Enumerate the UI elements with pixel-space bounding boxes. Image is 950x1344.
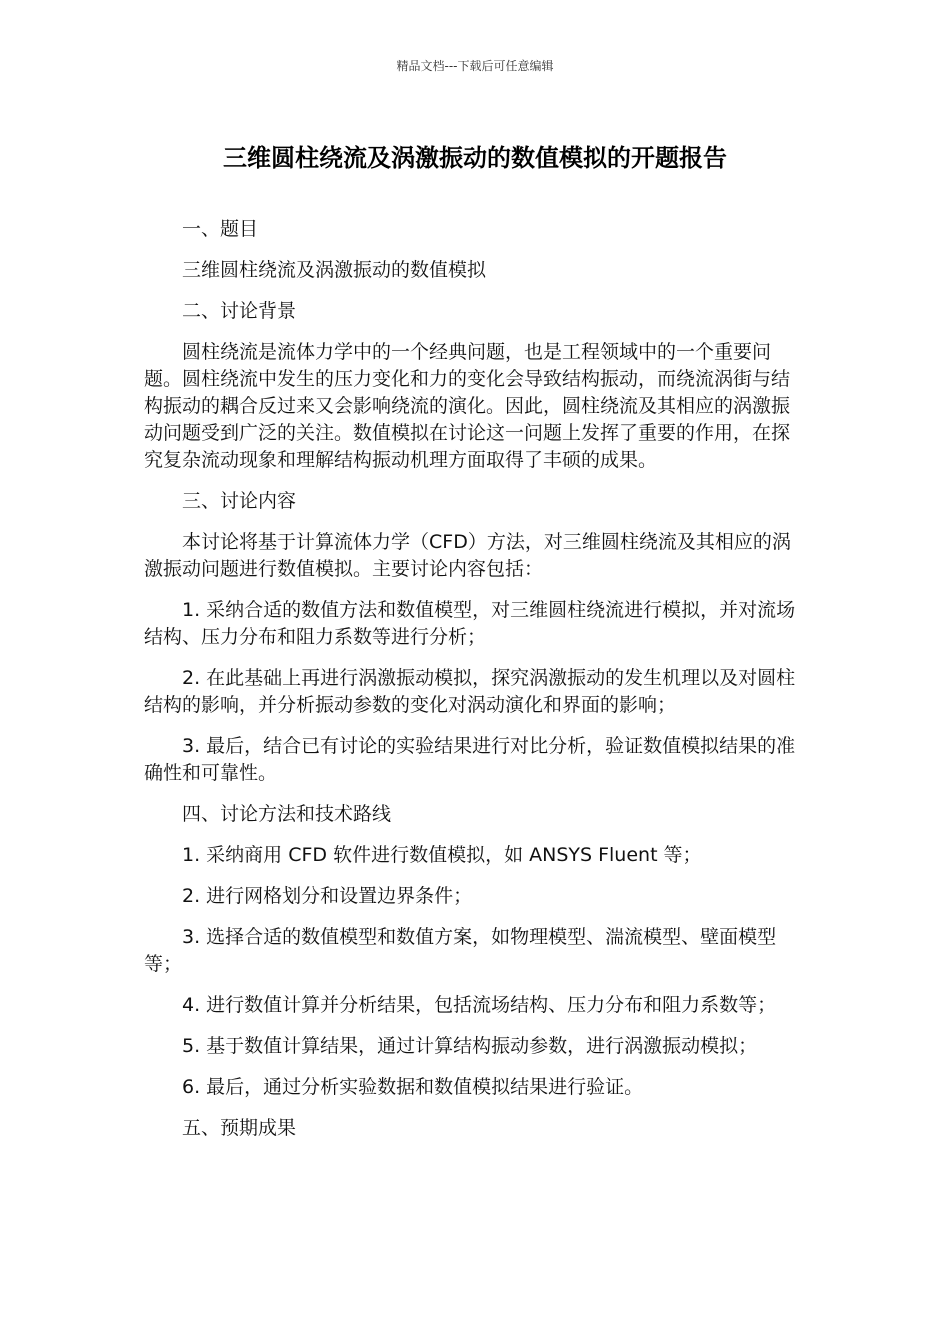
- method-item-5: 5. 基于数值计算结果，通过计算结构振动参数，进行涡激振动模拟；: [182, 1035, 758, 1057]
- section-heading-expected-results: 五、预期成果: [182, 1117, 297, 1139]
- topic-text: 三维圆柱绕流及涡激振动的数值模拟: [182, 259, 487, 281]
- document-body: [144, 216, 804, 1156]
- method-item-4: 4. 进行数值计算并分析结果，包括流场结构、压力分布和阻力系数等；: [182, 994, 777, 1016]
- content-item-3: 3. 最后，结合已有讨论的实验结果进行对比分析，验证数值模拟结果的准确性和可靠性。: [144, 735, 796, 784]
- section-heading-methods: 四、讨论方法和技术路线: [182, 803, 392, 825]
- method-item-2: 2. 进行网格划分和设置边界条件；: [182, 885, 473, 907]
- document-title: 三维圆柱绕流及涡激振动的数值模拟的开题报告: [223, 144, 727, 172]
- content-intro-paragraph: 本讨论将基于计算流体力学（CFD）方法，对三维圆柱绕流及其相应的涡激振动问题进行数值模拟。主要讨论内容包括：: [144, 531, 791, 580]
- header-watermark: 精品文档---下载后可任意编辑: [396, 59, 554, 73]
- section-heading-content: 三、讨论内容: [182, 490, 297, 512]
- method-item-1: 1. 采纳商用 CFD 软件进行数值模拟，如 ANSYS Fluent 等；: [182, 844, 702, 866]
- method-item-6: 6. 最后，通过分析实验数据和数值模拟结果进行验证。: [182, 1076, 644, 1098]
- content-item-1: 1. 采纳合适的数值方法和数值模型，对三维圆柱绕流进行模拟，并对流场结构、压力分布和阻力系数等进行分析；: [144, 599, 796, 648]
- section-heading-topic: 一、题目: [182, 218, 259, 240]
- background-paragraph: 圆柱绕流是流体力学中的一个经典问题，也是工程领域中的一个重要问题。圆柱绕流中发生的压力变化和力的变化会导致结构振动，而绕流涡街与结构振动的耦合反过来又会影响绕流的演化。因此，圆柱绕流及其相应的涡激振动问题受到广泛的关注。数值模拟在讨论这一问题上发挥了重要的作用，在探究复杂流动现象和理解结构振动机理方面取得了丰硕的成果。: [144, 341, 791, 471]
- section-heading-background: 二、讨论背景: [182, 300, 297, 322]
- content-item-2: 2. 在此基础上再进行涡激振动模拟，探究涡激振动的发生机理以及对圆柱结构的影响，并分析振动参数的变化对涡动演化和界面的影响；: [144, 667, 796, 716]
- method-item-3: 3. 选择合适的数值模型和数值方案，如物理模型、湍流模型、壁面模型等；: [144, 926, 777, 975]
